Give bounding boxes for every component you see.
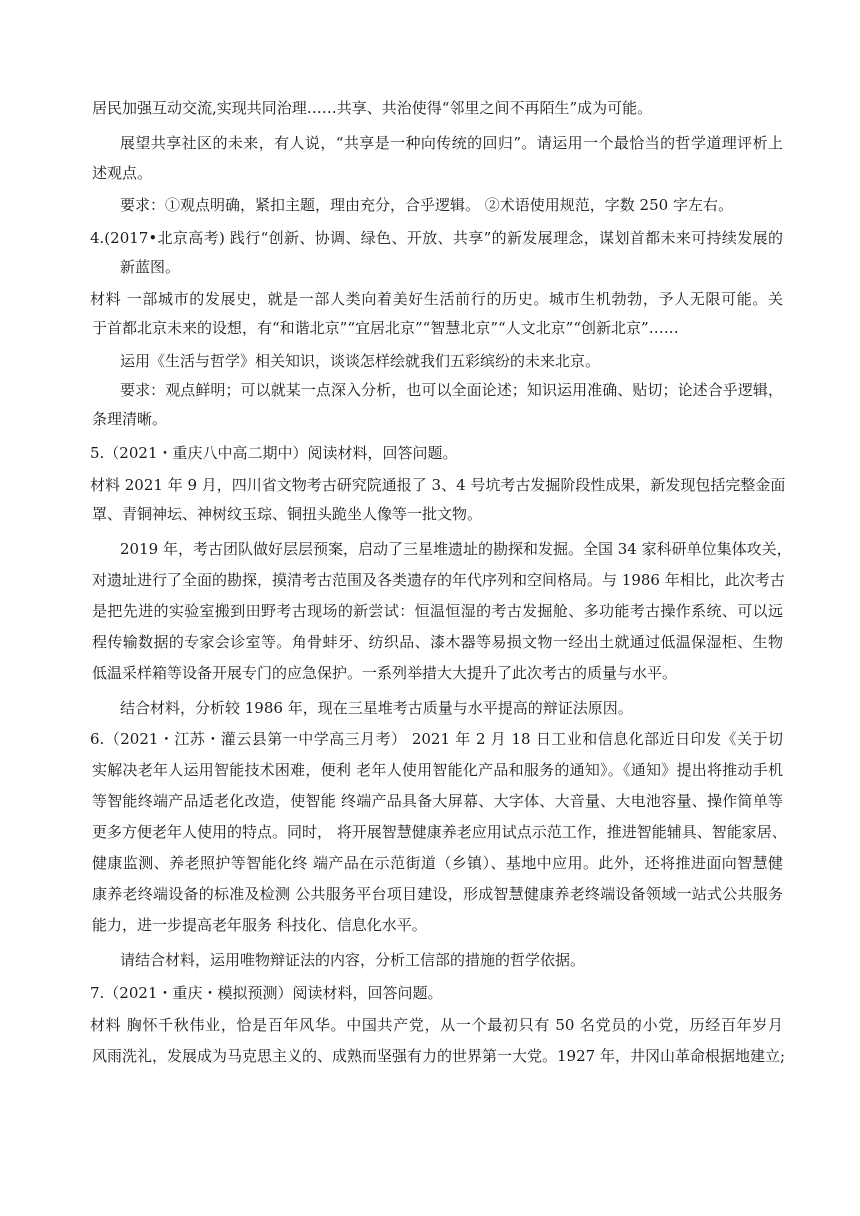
text-line: 述观点。: [92, 164, 153, 182]
text-line: 运用《生活与哲学》相关知识，谈谈怎样绘就我们五彩缤纷的未来北京。: [120, 352, 601, 370]
text-line: 对遗址进行了全面的勘探，摸清考古范围及各类遗存的年代序列和空间格局。与 1986 年相比，此次考古: [92, 571, 785, 589]
question-heading: 4.(2017•北京高考) 践行“创新、协调、绿色、开放、共享”的新发展理念，谋划首都未来可持续发展的: [90, 229, 783, 247]
text-line: 健康监测、养老照护等智能化终 端产品在示范街道（乡镇）、基地中应用。此外，还将推进面向智慧健: [92, 854, 783, 872]
text-line: 程传输数据的专家会诊室等。角骨蚌牙、纺织品、漆木器等易损文物一经出土就通过低温保湿柜、生物: [92, 633, 783, 651]
text-line: 请结合材料，运用唯物辩证法的内容，分析工信部的措施的哲学依据。: [120, 951, 586, 969]
text-line: 材料 胸怀千秋伟业，恰是百年风华。中国共产党，从一个最初只有 50 名党员的小党，历经百年岁月: [90, 1016, 783, 1034]
text-line: 能力，进一步提高老年服务 科技化、信息化水平。: [92, 916, 427, 934]
text-line: 2019 年，考古团队做好层层预案，启动了三星堆遗址的勘探和发掘。全国 34 家科研单位集体攻关，: [120, 540, 792, 558]
text-line: 风雨洗礼，发展成为马克思主义的、成熟而坚强有力的世界第一大党。1927 年，井冈山革命根据地建立;: [92, 1047, 786, 1065]
text-line: 新蓝图。: [120, 258, 181, 276]
text-line: 低温采样箱等设备开展专门的应急保护。一系列举措大大提升了此次考古的质量与水平。: [92, 664, 678, 682]
question-heading: 7.（2021・重庆・模拟预测）阅读材料，回答问题。: [90, 984, 443, 1002]
text-line: 康养老终端设备的标准及检测 公共服务平台项目建设，形成智慧健康养老终端设备领域一站式公共服务: [92, 885, 783, 903]
text-line: 材料 一部城市的发展史，就是一部人类向着美好生活前行的历史。城市生机勃勃，予人无限可能。关: [90, 290, 783, 308]
text-line: 条理清晰。: [92, 410, 168, 428]
text-line: 等智能终端产品适老化改造，使智能 终端产品具备大屏幕、大字体、大音量、大电池容量、操作简单等: [92, 792, 783, 810]
text-line: 是把先进的实验室搬到田野考古现场的新尝试：恒温恒湿的考古发掘舱、多功能考古操作系统、可以远: [92, 602, 783, 620]
text-line: 展望共享社区的未来，有人说，“共享是一种向传统的回归”。请运用一个最恰当的哲学道理评析上: [120, 134, 783, 152]
question-heading: 6.（2021・江苏・灌云县第一中学高三月考） 2021 年 2 月 18 日工业和信息化部近日印发《关于切: [90, 730, 783, 748]
text-line: 要求：观点鲜明；可以就某一点深入分析，也可以全面论述；知识运用准确、贴切；论述合乎逻辑，: [120, 381, 783, 399]
question-heading: 5.（2021・重庆八中高二期中）阅读材料，回答问题。: [90, 444, 458, 462]
text-line: 罩、青铜神坛、神树纹玉琮、铜扭头跪坐人像等一批文物。: [92, 505, 483, 523]
text-line: 实解决老年人运用智能技术困难，便利 老年人使用智能化产品和服务的通知》。《通知》提出将推动手机: [92, 761, 783, 779]
text-line: 材料 2021 年 9 月，四川省文物考古研究院通报了 3、4 号坑考古发掘阶段性成果，新发现包括完整金面: [90, 476, 786, 494]
text-line: 于首都北京未来的设想，有“和谐北京”“宜居北京”“智慧北京”“人文北京”“创新北京”……: [92, 319, 679, 337]
text-line: 结合材料，分析较 1986 年，现在三星堆考古质量与水平提高的辩证法原因。: [120, 699, 633, 717]
text-line: 更多方便老年人使用的特点。同时， 将开展智慧健康养老应用试点示范工作，推进智能辅具、智能家居、: [92, 823, 787, 841]
text-line: 居民加强互动交流,实现共同治理……共享、共治使得“邻里之间不再陌生”成为可能。: [92, 99, 653, 117]
text-line: 要求：①观点明确，紧扣主题，理由充分，合乎逻辑。 ②术语使用规范，字数 250 字左右。: [120, 196, 733, 214]
